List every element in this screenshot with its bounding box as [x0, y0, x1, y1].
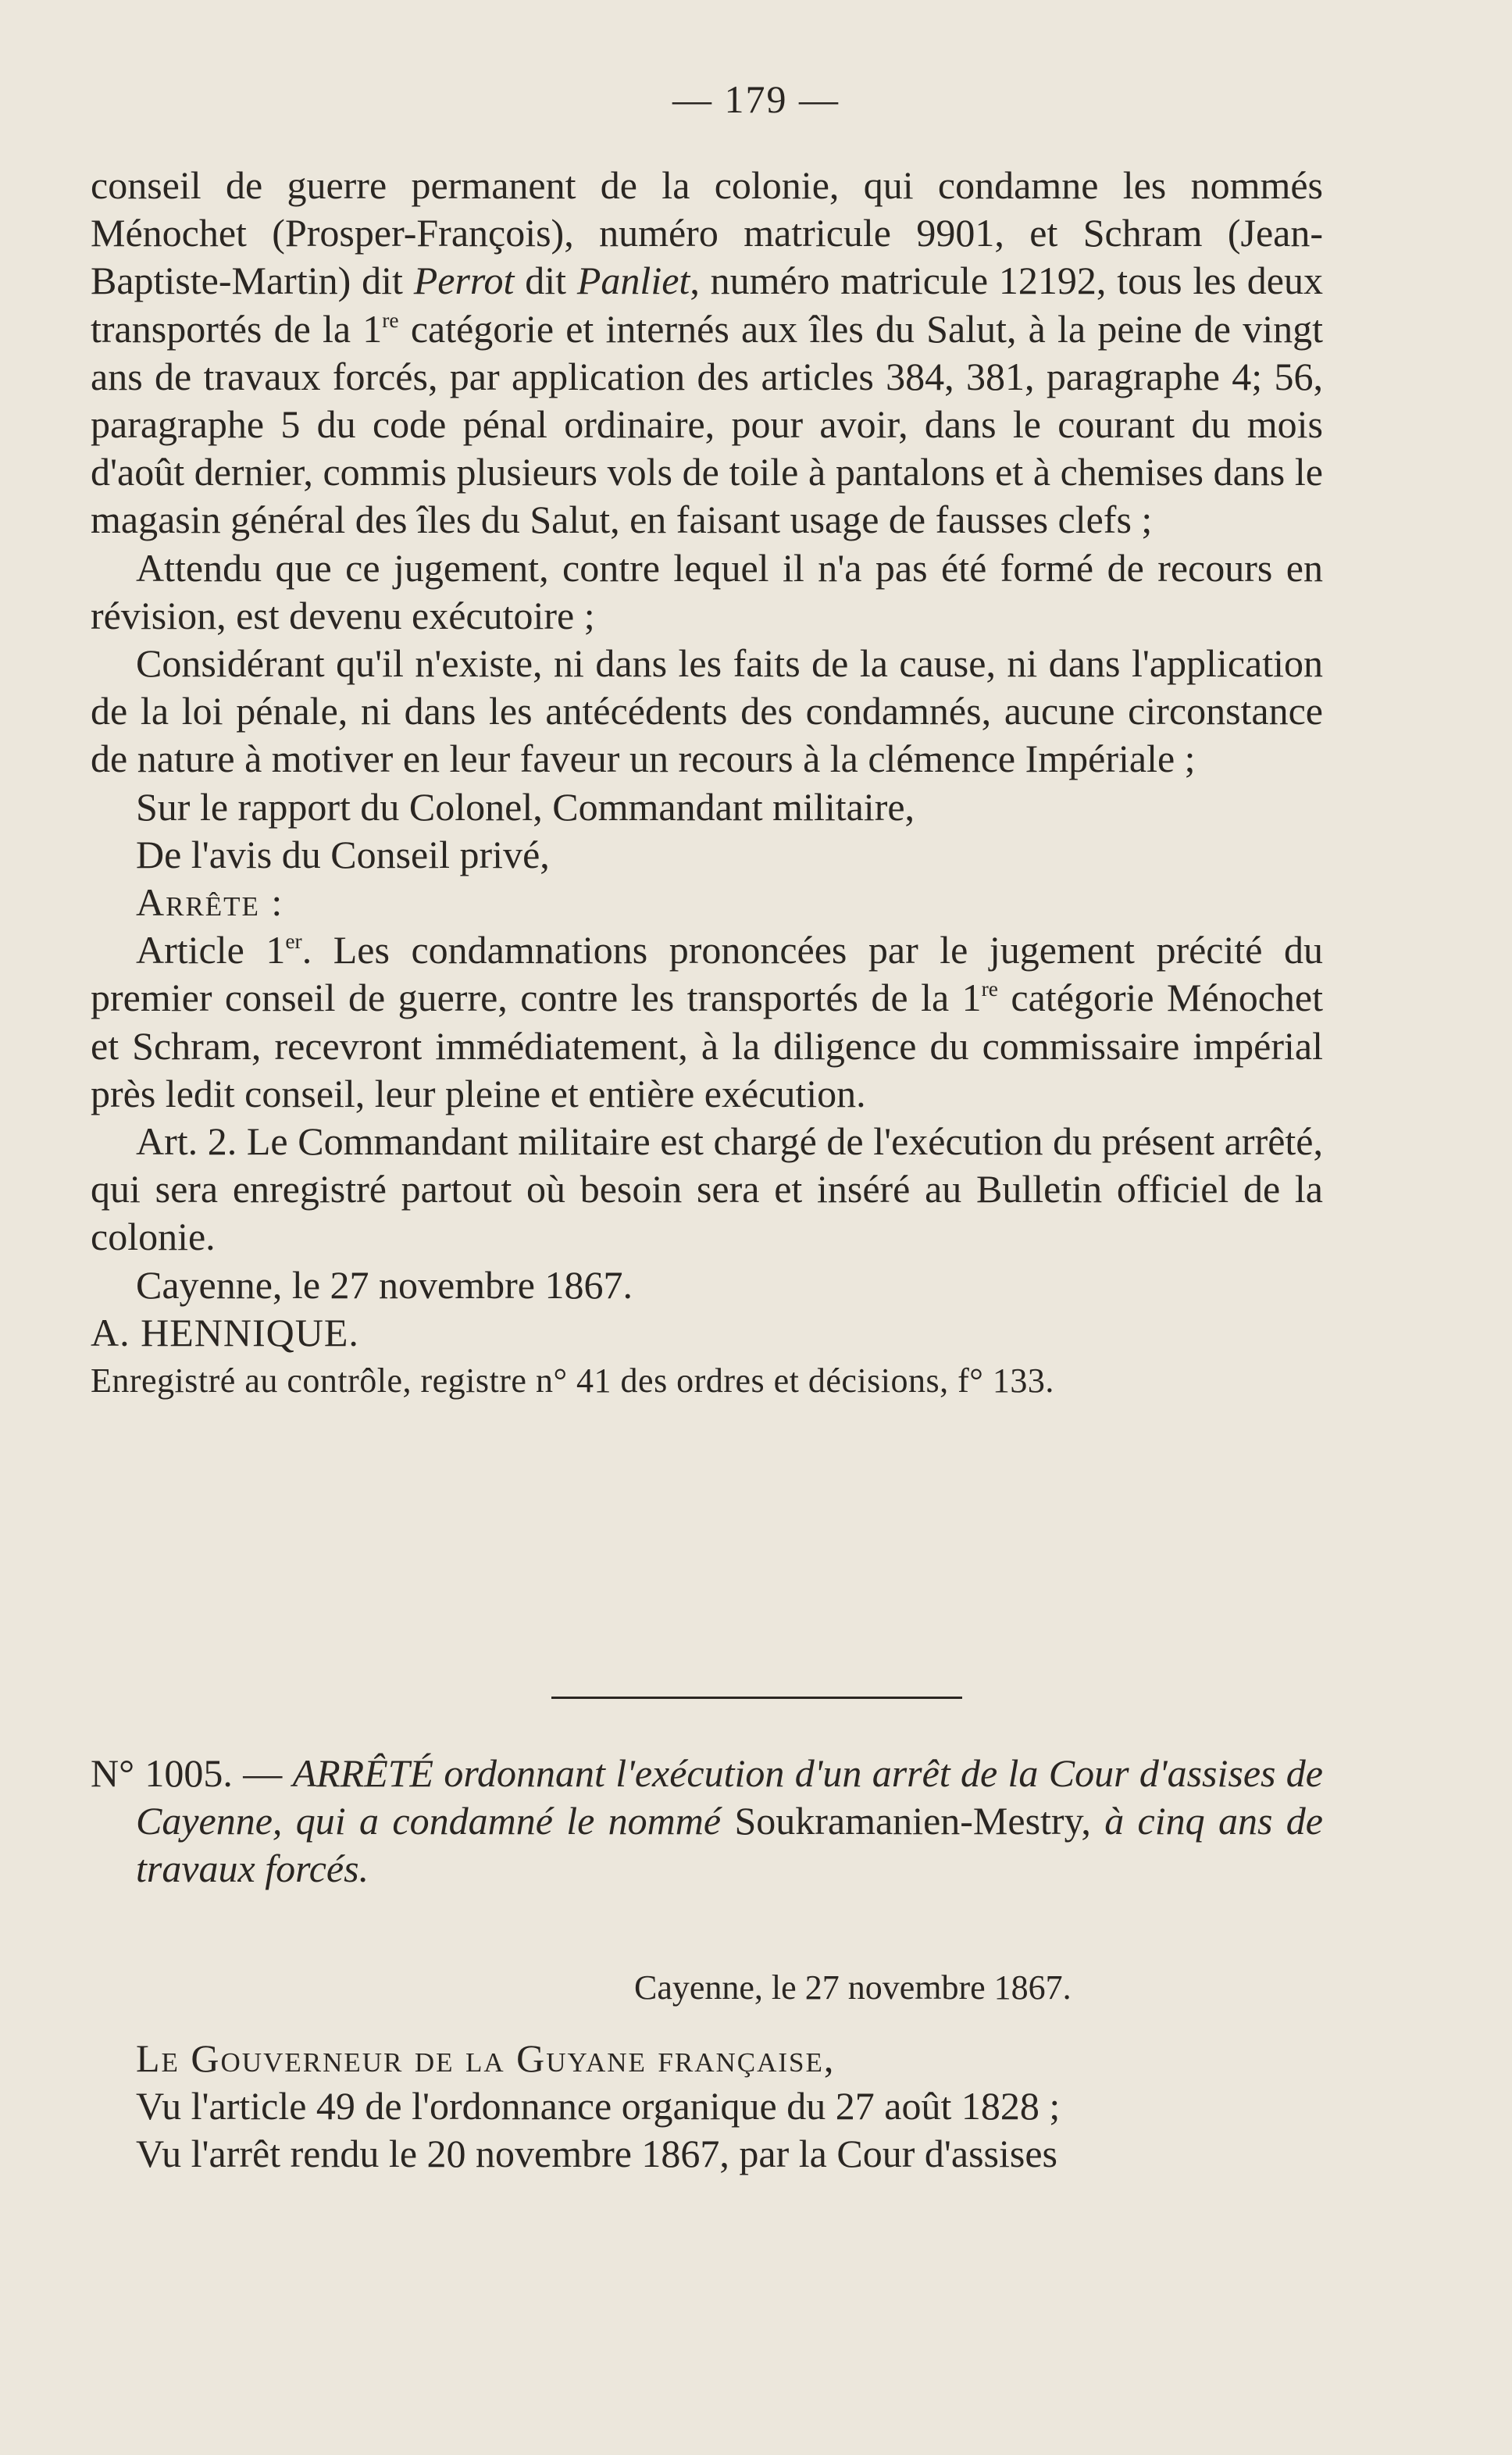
superscript: er	[285, 929, 302, 953]
page-number: — 179 —	[672, 77, 840, 121]
paragraph-rapport: Sur le rapport du Colonel, Commandant militaire,	[136, 784, 915, 829]
paragraph-considerant: Considérant qu'il n'existe, ni dans les faits de la cause, ni dans l'application de la loi pénale, ni dans les antécédents des condamnés, aucune circonstance de nature à motiver en leur faveur un recours à la clémence Impériale ;	[91, 641, 1323, 781]
text-run: conseil de guerre permanent de la colonie, qui condamne les nommés Ménochet (Prosper-François), numéro matricule 9901, et Schram (Jean-Baptiste-Martin) dit	[91, 163, 1323, 303]
condemned-name: Soukramanien-Mestry,	[721, 1799, 1105, 1843]
text-run: Article 1	[136, 928, 286, 972]
decree-title	[91, 1750, 1323, 1893]
decree-date: Cayenne, le 27 novembre 1867.	[634, 1968, 1072, 2007]
vu-ordonnance: Vu l'article 49 de l'ordonnance organique du 27 août 1828 ;	[136, 2084, 1061, 2128]
text-run: à cinq ans de travaux forcés.	[136, 1799, 1323, 1891]
paragraph-judgment	[91, 162, 1323, 544]
superscript: re	[981, 976, 998, 1001]
text-run: catégorie et internés aux îles du Salut, à la peine de vingt ans de travaux forcés, par application des articles 384, 381, paragraphe 4; 56, paragraphe 5 du code pénal ordinaire, pour avoir, dans le courant du mois d'août dernier, commis plusieurs vols de toile à pantalons et à chemises dans le magasin général des îles du Salut, en faisant usage de fausses clefs ;	[91, 306, 1323, 542]
paragraph-avis: De l'avis du Conseil privé,	[136, 832, 550, 876]
text-run: catégorie Ménochet et Schram, recevront immédiatement, à la diligence du commissaire impérial près ledit conseil, leur pleine et entière exécution.	[91, 976, 1323, 1115]
vu-arret: Vu l'arrêt rendu le 20 novembre 1867, par la Cour d'assises	[136, 2132, 1057, 2176]
text-run: dit	[514, 259, 577, 303]
article-1	[91, 926, 1323, 1118]
decree-continuation	[91, 162, 1323, 1404]
arrete-heading: Arrête :	[136, 880, 284, 925]
article-2: Art. 2. Le Commandant militaire est chargé de l'exécution du présent arrêté, qui sera enregistré partout où besoin sera et inséré au Bulletin officiel de la colonie.	[91, 1119, 1323, 1259]
decree-number: N° 1005. —	[91, 1751, 293, 1795]
register-note: Enregistré au contrôle, registre n° 41 des ordres et décisions, f° 133.	[91, 1361, 1054, 1401]
paragraph-attendu: Attendu que ce jugement, contre lequel il n'a pas été formé de recours en révision, est devenu exécutoire ;	[91, 545, 1323, 637]
signature: A. HENNIQUE.	[91, 1310, 359, 1354]
superscript: re	[382, 307, 399, 332]
text-run: , numéro matricule 12192, tous les deux transportés de la 1	[91, 259, 1323, 351]
place-date: Cayenne, le 27 novembre 1867.	[136, 1262, 633, 1307]
text-run: . Les condamnations prononcées par le jugement précité du premier conseil de guerre, contre les transportés de la 1	[91, 928, 1323, 1020]
decree-1005	[91, 1750, 1323, 2178]
text-run: ARRÊTÉ ordonnant l'exécution d'un arrêt de la Cour d'assises de Cayenne, qui a condamné le nommé	[136, 1751, 1323, 1843]
governor-heading: Le Gouverneur de la Guyane française,	[136, 2036, 836, 2080]
alias-italic: Perrot	[413, 259, 515, 303]
section-divider	[551, 1697, 962, 1699]
alias-italic: Panliet	[576, 259, 690, 303]
